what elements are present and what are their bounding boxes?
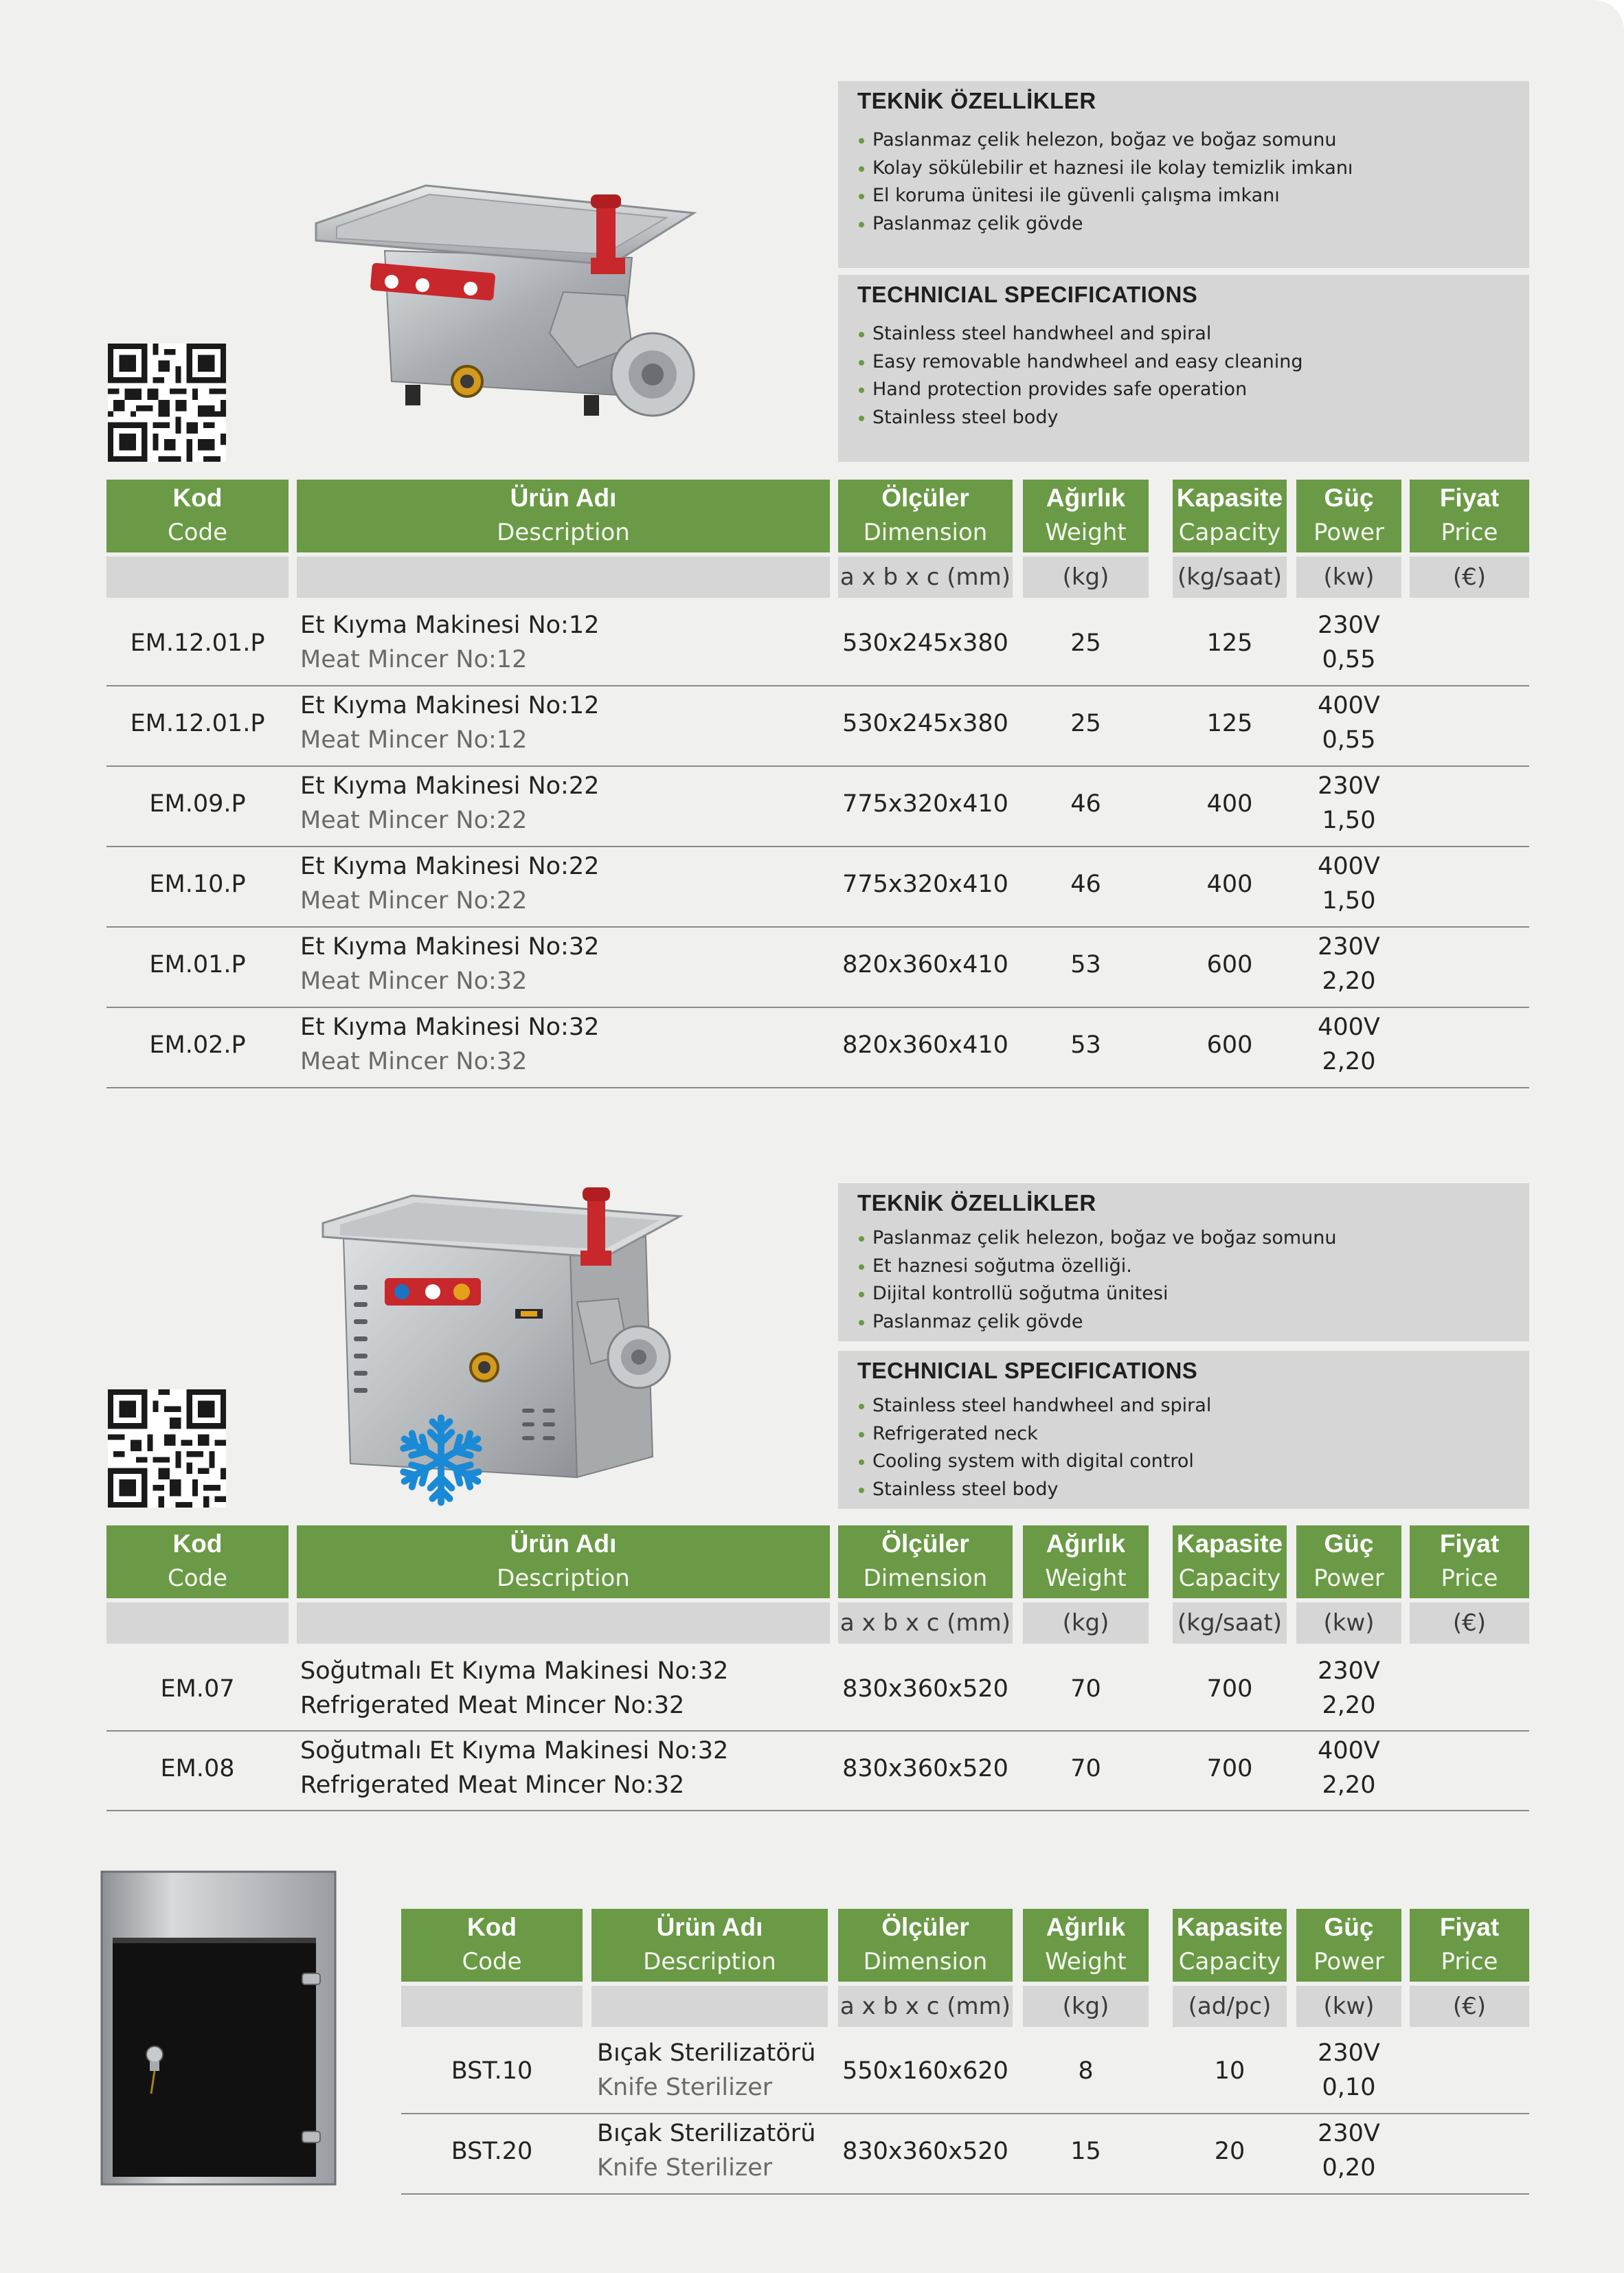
header-power: Güç Power — [1296, 480, 1401, 552]
spec-title-en: TECHNICIAL SPECIFICATIONS — [857, 282, 1198, 307]
row-divider — [401, 2193, 1529, 2195]
cell-desc-en: Meat Mincer No:12 — [300, 646, 528, 673]
cell-desc-tr: Soğutmalı Et Kıyma Makinesi No:32 — [300, 1657, 729, 1685]
cell-weight: 46 — [1070, 790, 1101, 818]
header-code: Kod Code — [106, 480, 289, 552]
unit-power: (kw) — [1296, 1602, 1401, 1644]
header-capacity: Kapasite Capacity — [1173, 1909, 1287, 1982]
cell-dimension: 550x160x620 — [842, 2057, 1008, 2085]
cell-power: 0,10 — [1322, 2074, 1376, 2101]
header-weight: Ağırlık Weight — [1023, 480, 1149, 552]
spec-item: Kolay sökülebilir et haznesi ile kolay temizlik imkanı — [857, 155, 1510, 183]
row-divider — [106, 1730, 1529, 1732]
spec-item: Stainless steel body — [857, 1476, 1510, 1504]
unit-description — [591, 1986, 828, 2027]
cell-desc-en: Meat Mincer No:32 — [300, 967, 528, 995]
cell-code: EM.12.01.P — [130, 710, 265, 737]
cell-voltage: 230V — [1318, 772, 1380, 800]
spec-box-en — [838, 1351, 1529, 1509]
cell-voltage: 400V — [1318, 692, 1380, 719]
cell-voltage: 230V — [1318, 612, 1380, 639]
cell-desc-en: Knife Sterilizer — [597, 2074, 773, 2101]
cell-desc-en: Meat Mincer No:32 — [300, 1048, 528, 1075]
spec-item: Easy removable handwheel and easy cleaning — [857, 348, 1510, 377]
cell-dimension: 775x320x410 — [842, 790, 1008, 818]
cell-dimension: 820x360x410 — [842, 951, 1008, 978]
cell-capacity: 700 — [1206, 1755, 1253, 1782]
cell-capacity: 600 — [1206, 951, 1253, 978]
spec-item: Paslanmaz çelik gövde — [857, 210, 1510, 238]
unit-price: (€) — [1410, 557, 1529, 598]
cell-desc-tr: Bıçak Sterilizatörü — [597, 2120, 816, 2147]
cell-dimension: 820x360x410 — [842, 1031, 1008, 1059]
cell-desc-tr: Bıçak Sterilizatörü — [597, 2039, 816, 2067]
spec-item: Et haznesi soğutma özelliği. — [857, 1253, 1510, 1281]
unit-code — [106, 1602, 289, 1644]
cell-capacity: 10 — [1214, 2057, 1245, 2085]
unit-dimension: a x b x c (mm) — [838, 557, 1013, 598]
cell-weight: 70 — [1070, 1755, 1101, 1782]
cell-desc-en: Refrigerated Meat Mincer No:32 — [300, 1692, 685, 1719]
cell-code: EM.10.P — [149, 871, 246, 898]
unit-weight: (kg) — [1023, 1602, 1149, 1644]
cell-voltage: 230V — [1318, 2120, 1380, 2147]
spec-list-tr — [857, 126, 1510, 238]
unit-capacity: (ad/pc) — [1173, 1986, 1287, 2027]
spec-item: Refrigerated neck — [857, 1420, 1510, 1448]
spec-item: El koruma ünitesi ile güvenli çalışma imkanı — [857, 182, 1510, 210]
snowflake-icon — [393, 1412, 489, 1508]
spec-box-tr — [838, 81, 1529, 268]
meat-mincer-image — [302, 175, 701, 429]
unit-capacity: (kg/saat) — [1173, 557, 1287, 598]
spec-item: Stainless steel handwheel and spiral — [857, 1392, 1510, 1420]
knife-sterilizer-image — [96, 1870, 343, 2188]
row-divider — [106, 926, 1529, 928]
unit-dimension: a x b x c (mm) — [838, 1602, 1013, 1644]
cell-code: EM.09.P — [149, 790, 246, 818]
cell-dimension: 775x320x410 — [842, 871, 1008, 898]
spec-list-en — [857, 320, 1510, 432]
header-price: Fiyat Price — [1410, 1909, 1529, 1982]
cell-weight: 53 — [1070, 951, 1101, 978]
unit-dimension: a x b x c (mm) — [838, 1986, 1013, 2027]
header-description: Ürün Adı Description — [297, 480, 830, 552]
header-capacity: Kapasite Capacity — [1173, 480, 1287, 552]
cell-power: 2,20 — [1322, 1692, 1376, 1719]
unit-weight: (kg) — [1023, 557, 1149, 598]
spec-item: Paslanmaz çelik helezon, boğaz ve boğaz somunu — [857, 126, 1510, 155]
cell-voltage: 230V — [1318, 1657, 1380, 1685]
header-power: Güç Power — [1296, 1909, 1401, 1982]
cell-capacity: 400 — [1206, 790, 1253, 818]
cell-desc-en: Meat Mincer No:22 — [300, 887, 528, 915]
spec-item: Paslanmaz çelik gövde — [857, 1308, 1510, 1336]
spec-title-tr: TEKNİK ÖZELLİKLER — [857, 1190, 1096, 1216]
cell-weight: 25 — [1070, 629, 1101, 657]
spec-item: Stainless steel body — [857, 404, 1510, 432]
cell-code: EM.08 — [160, 1755, 235, 1782]
unit-weight: (kg) — [1023, 1986, 1149, 2027]
cell-power: 2,20 — [1322, 1048, 1376, 1075]
cell-weight: 15 — [1070, 2138, 1101, 2165]
cell-weight: 53 — [1070, 1031, 1101, 1059]
cell-code: EM.01.P — [149, 951, 246, 978]
cell-code: EM.12.01.P — [130, 629, 265, 657]
cell-code: EM.07 — [160, 1675, 235, 1703]
spec-item: Stainless steel handwheel and spiral — [857, 320, 1510, 348]
cell-voltage: 400V — [1318, 1737, 1380, 1765]
row-divider — [106, 685, 1529, 686]
cell-weight: 25 — [1070, 710, 1101, 737]
unit-power: (kw) — [1296, 1986, 1401, 2027]
cell-capacity: 125 — [1206, 629, 1253, 657]
spec-title-tr: TEKNİK ÖZELLİKLER — [857, 88, 1096, 113]
header-description: Ürün Adı Description — [591, 1909, 828, 1982]
unit-code — [106, 557, 289, 598]
spec-item: Paslanmaz çelik helezon, boğaz ve boğaz somunu — [857, 1224, 1510, 1253]
cell-dimension: 830x360x520 — [842, 1675, 1008, 1703]
cell-voltage: 230V — [1318, 933, 1380, 961]
cell-weight: 70 — [1070, 1675, 1101, 1703]
cell-code: EM.02.P — [149, 1031, 246, 1059]
cell-dimension: 830x360x520 — [842, 2138, 1008, 2165]
unit-description — [297, 557, 830, 598]
row-divider — [106, 846, 1529, 847]
row-divider — [401, 2113, 1529, 2114]
header-price: Fiyat Price — [1410, 480, 1529, 552]
header-price: Fiyat Price — [1410, 1525, 1529, 1598]
row-divider — [106, 1810, 1529, 1811]
header-dimension: Ölçüler Dimension — [838, 1525, 1013, 1598]
spec-box-en — [838, 275, 1529, 462]
cell-desc-tr: Soğutmalı Et Kıyma Makinesi No:32 — [300, 1737, 729, 1765]
unit-description — [297, 1602, 830, 1644]
cell-desc-tr: Et Kıyma Makinesi No:12 — [300, 692, 600, 719]
qr-code-icon — [108, 344, 226, 462]
cell-desc-tr: Et Kıyma Makinesi No:22 — [300, 772, 600, 800]
qr-code-icon — [108, 1389, 226, 1508]
cell-desc-tr: Et Kıyma Makinesi No:32 — [300, 1014, 600, 1041]
spec-list-tr — [857, 1224, 1510, 1336]
cell-code: BST.10 — [451, 2057, 533, 2085]
cell-desc-tr: Et Kıyma Makinesi No:12 — [300, 612, 600, 639]
spec-item: Hand protection provides safe operation — [857, 376, 1510, 404]
row-divider — [106, 1087, 1529, 1088]
cell-code: BST.20 — [451, 2138, 533, 2165]
header-dimension: Ölçüler Dimension — [838, 480, 1013, 552]
cell-weight: 46 — [1070, 871, 1101, 898]
spec-item: Cooling system with digital control — [857, 1448, 1510, 1476]
cell-voltage: 400V — [1318, 1014, 1380, 1041]
row-divider — [106, 1007, 1529, 1008]
unit-capacity: (kg/saat) — [1173, 1602, 1287, 1644]
header-dimension: Ölçüler Dimension — [838, 1909, 1013, 1982]
cell-dimension: 530x245x380 — [842, 629, 1008, 657]
refrigerated-mincer-image — [316, 1182, 701, 1512]
cell-desc-en: Refrigerated Meat Mincer No:32 — [300, 1771, 685, 1799]
header-description: Ürün Adı Description — [297, 1525, 830, 1598]
spec-box-tr — [838, 1183, 1529, 1341]
cell-power: 0,20 — [1322, 2154, 1376, 2182]
cell-desc-tr: Et Kıyma Makinesi No:22 — [300, 853, 600, 880]
cell-power: 1,50 — [1322, 807, 1376, 834]
cell-capacity: 700 — [1206, 1675, 1253, 1703]
cell-weight: 8 — [1078, 2057, 1094, 2085]
cell-capacity: 400 — [1206, 871, 1253, 898]
header-capacity: Kapasite Capacity — [1173, 1525, 1287, 1598]
cell-desc-en: Knife Sterilizer — [597, 2154, 773, 2182]
cell-capacity: 20 — [1214, 2138, 1245, 2165]
spec-title-en: TECHNICIAL SPECIFICATIONS — [857, 1358, 1198, 1383]
cell-capacity: 125 — [1206, 710, 1253, 737]
header-weight: Ağırlık Weight — [1023, 1909, 1149, 1982]
header-code: Kod Code — [106, 1525, 289, 1598]
spec-item: Dijital kontrollü soğutma ünitesi — [857, 1280, 1510, 1308]
spec-list-en — [857, 1392, 1510, 1503]
cell-dimension: 530x245x380 — [842, 710, 1008, 737]
cell-power: 2,20 — [1322, 1771, 1376, 1799]
cell-power: 2,20 — [1322, 967, 1376, 995]
header-code: Kod Code — [401, 1909, 583, 1982]
cell-desc-en: Meat Mincer No:12 — [300, 726, 528, 754]
header-weight: Ağırlık Weight — [1023, 1525, 1149, 1598]
unit-code — [401, 1986, 583, 2027]
cell-voltage: 230V — [1318, 2039, 1380, 2067]
cell-voltage: 400V — [1318, 853, 1380, 880]
header-power: Güç Power — [1296, 1525, 1401, 1598]
cell-desc-tr: Et Kıyma Makinesi No:32 — [300, 933, 600, 961]
cell-power: 0,55 — [1322, 646, 1376, 673]
cell-dimension: 830x360x520 — [842, 1755, 1008, 1782]
cell-power: 0,55 — [1322, 726, 1376, 754]
unit-power: (kw) — [1296, 557, 1401, 598]
unit-price: (€) — [1410, 1986, 1529, 2027]
unit-price: (€) — [1410, 1602, 1529, 1644]
cell-desc-en: Meat Mincer No:22 — [300, 807, 528, 834]
cell-capacity: 600 — [1206, 1031, 1253, 1059]
row-divider — [106, 765, 1529, 767]
cell-power: 1,50 — [1322, 887, 1376, 915]
